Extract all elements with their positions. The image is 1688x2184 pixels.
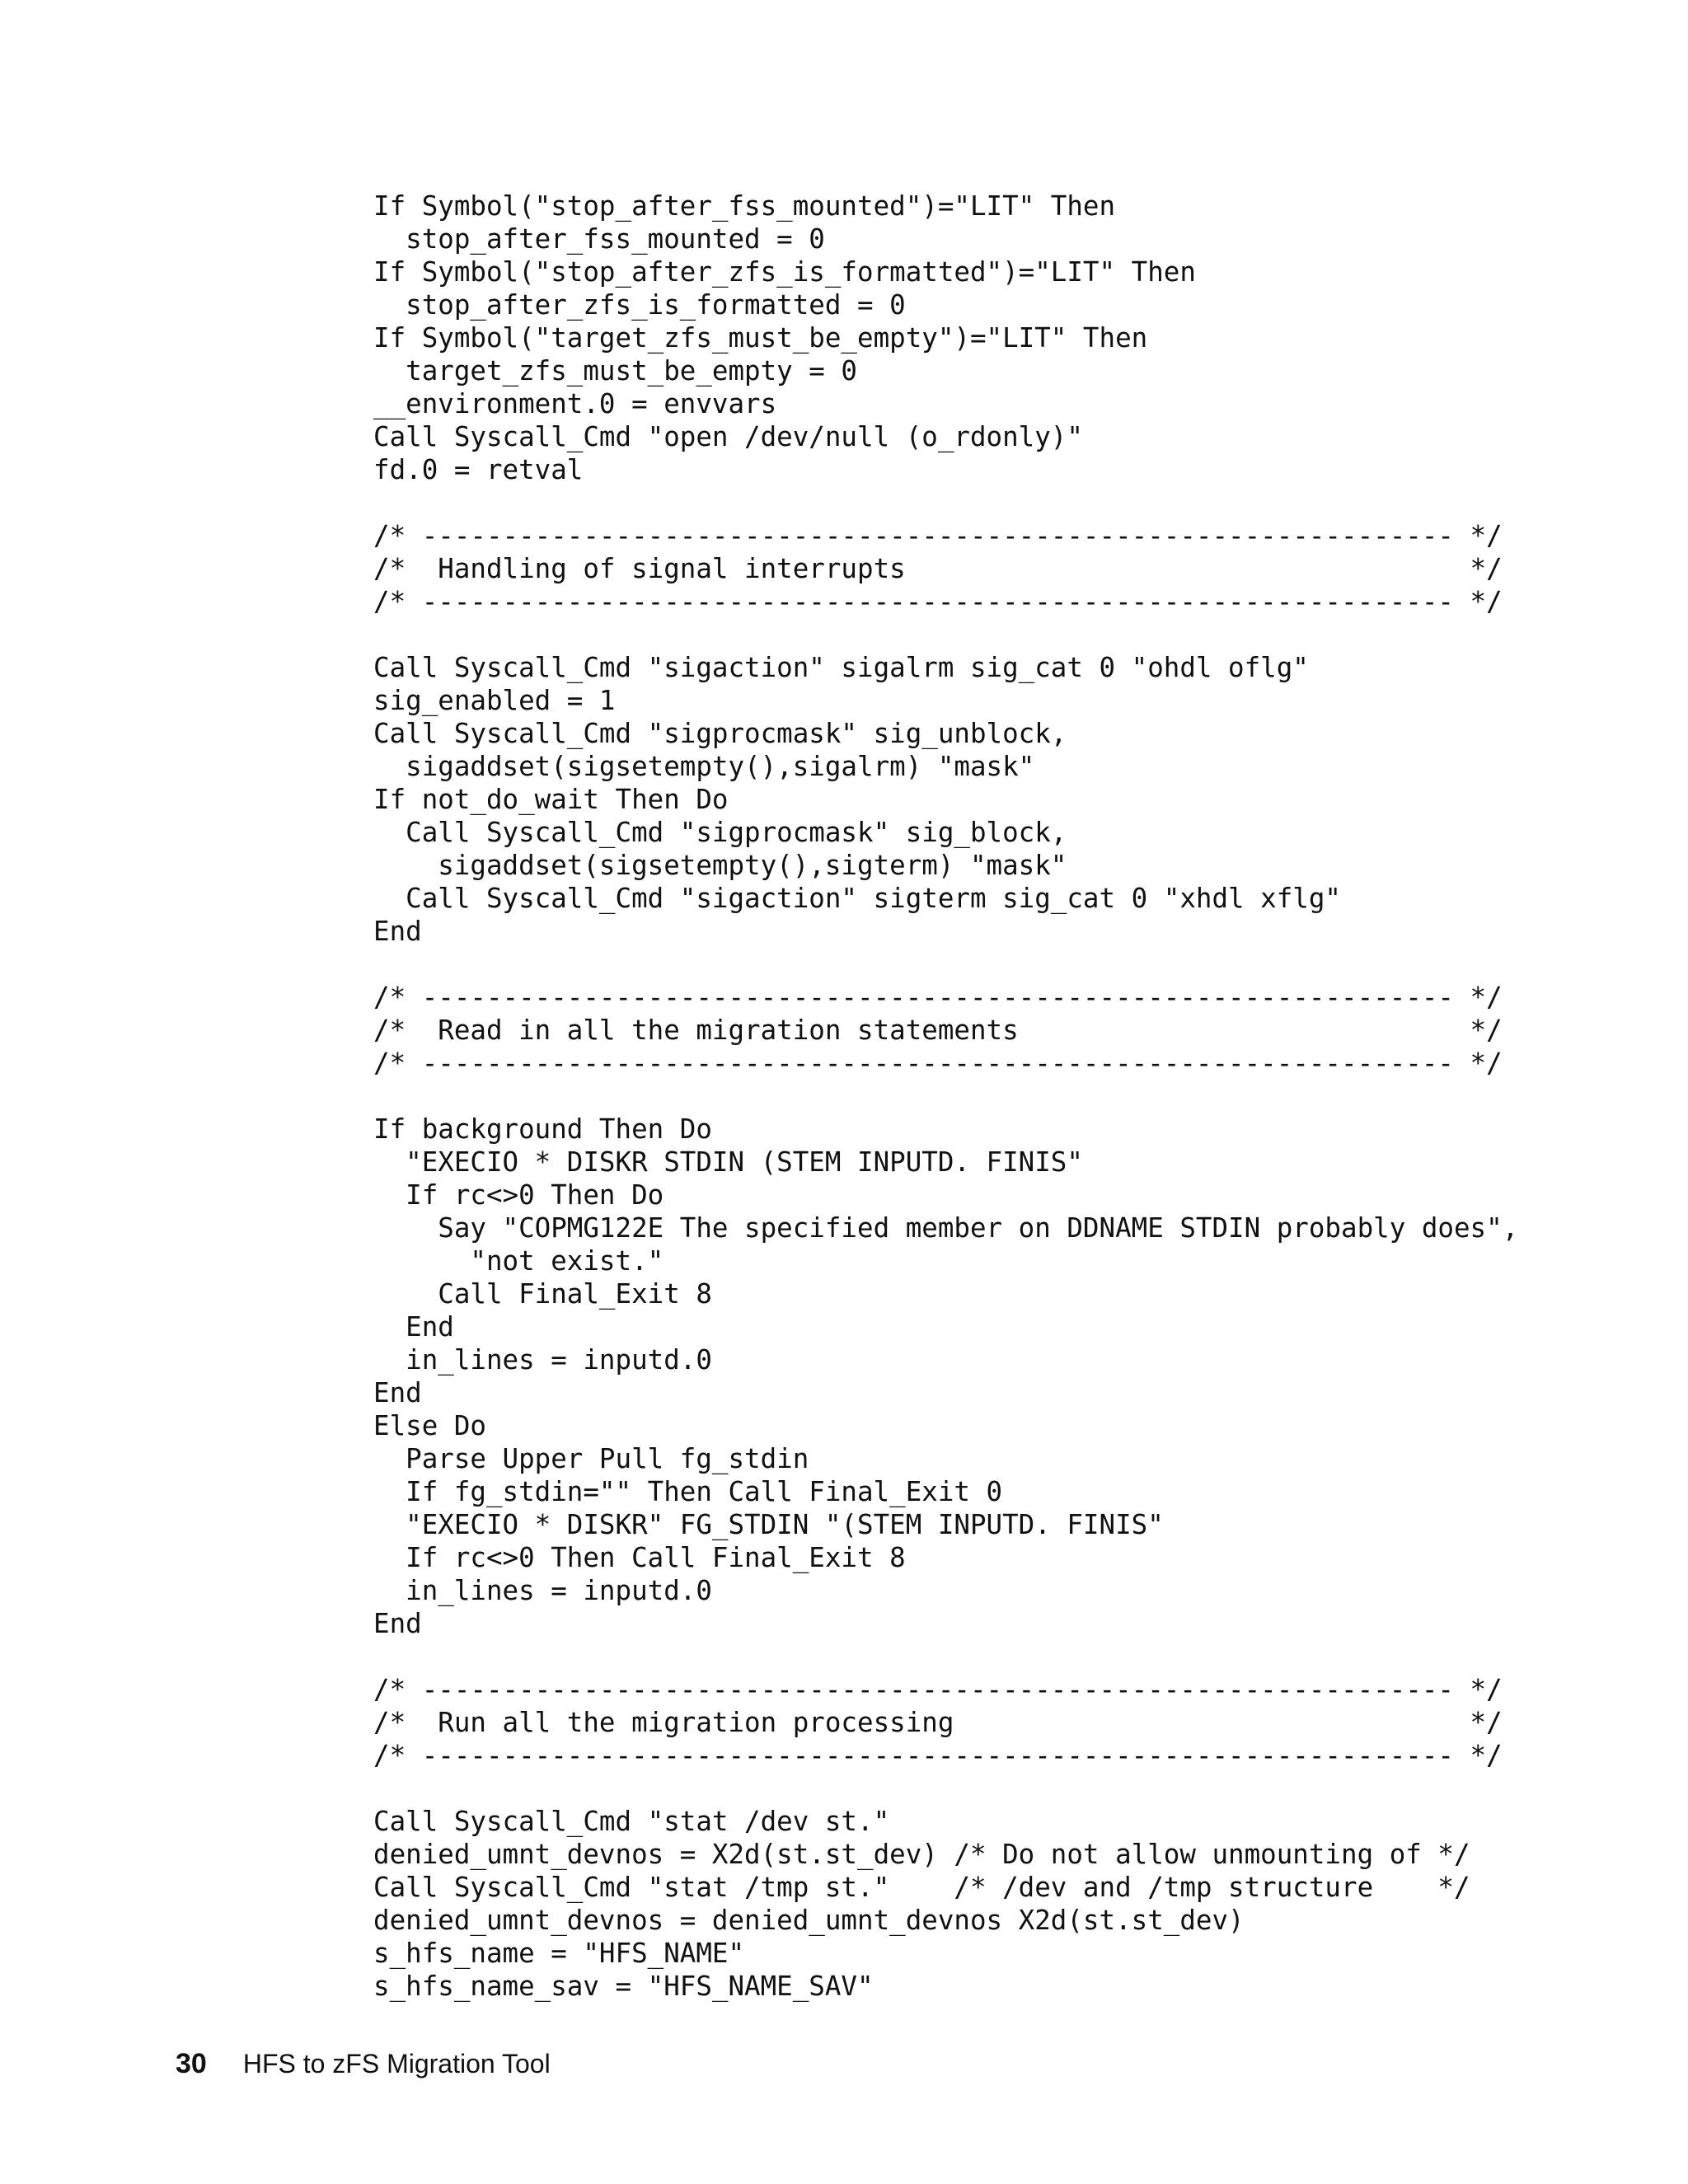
code-line: sigaddset(sigsetempty(),sigalrm) "mask" <box>373 751 1035 782</box>
code-line: s_hfs_name = "HFS_NAME" <box>373 1938 745 1969</box>
code-line: End <box>373 1608 422 1639</box>
code-line: in_lines = inputd.0 <box>373 1344 712 1376</box>
code-line: stop_after_fss_mounted = 0 <box>373 223 825 255</box>
page-footer <box>176 2048 551 2080</box>
code-line: If rc<>0 Then Do <box>373 1179 664 1211</box>
code-listing <box>373 190 1560 2003</box>
page-number: 30 <box>176 2048 207 2079</box>
code-line: Call Syscall_Cmd "sigprocmask" sig_unblock, <box>373 718 1067 749</box>
code-line: in_lines = inputd.0 <box>373 1575 712 1606</box>
code-line: Else Do <box>373 1410 486 1441</box>
code-line: Call Syscall_Cmd "sigaction" sigalrm sig_cat 0 "ohdl oflg" <box>373 652 1309 683</box>
code-line: sig_enabled = 1 <box>373 685 616 716</box>
code-line: stop_after_zfs_is_formatted = 0 <box>373 289 906 321</box>
code-line: /* ---------------------------------------------------------------- */ <box>373 1674 1503 1705</box>
code-line: End <box>373 1377 422 1408</box>
book-title: HFS to zFS Migration Tool <box>242 2049 551 2079</box>
code-line: If Symbol("target_zfs_must_be_empty")="LIT" Then <box>373 322 1148 354</box>
code-line: Call Final_Exit 8 <box>373 1278 712 1310</box>
code-line <box>373 948 1560 981</box>
code-line <box>373 1640 1560 1673</box>
code-line: If rc<>0 Then Call Final_Exit 8 <box>373 1542 906 1573</box>
code-line: If Symbol("stop_after_fss_mounted")="LIT" Then <box>373 190 1116 222</box>
code-line: If background Then Do <box>373 1113 712 1145</box>
code-line: /* ---------------------------------------------------------------- */ <box>373 586 1503 617</box>
code-line: /* ---------------------------------------------------------------- */ <box>373 1740 1503 1771</box>
code-line: /* ---------------------------------------------------------------- */ <box>373 1047 1503 1079</box>
code-line: s_hfs_name_sav = "HFS_NAME_SAV" <box>373 1971 874 2002</box>
code-line: Parse Upper Pull fg_stdin <box>373 1443 809 1474</box>
code-line: fd.0 = retval <box>373 454 584 485</box>
code-line: If not_do_wait Then Do <box>373 784 729 815</box>
code-line: denied_umnt_devnos = denied_umnt_devnos X2d(st.st_dev) <box>373 1905 1245 1936</box>
code-line: If fg_stdin="" Then Call Final_Exit 0 <box>373 1476 1003 1507</box>
code-line: __environment.0 = envvars <box>373 388 777 419</box>
code-line: /* Read in all the migration statements */ <box>373 1015 1503 1046</box>
code-line: sigaddset(sigsetempty(),sigterm) "mask" <box>373 850 1067 881</box>
code-line: End <box>373 1311 454 1343</box>
code-line <box>373 1080 1560 1113</box>
code-line: "EXECIO * DISKR STDIN (STEM INPUTD. FINIS" <box>373 1146 1083 1178</box>
code-line: Call Syscall_Cmd "open /dev/null (o_rdonly)" <box>373 421 1083 452</box>
code-line <box>373 618 1560 651</box>
code-line: If Symbol("stop_after_zfs_is_formatted")="LIT" Then <box>373 256 1196 288</box>
code-line <box>373 486 1560 519</box>
code-line: "not exist." <box>373 1245 664 1277</box>
code-line <box>373 1772 1560 1805</box>
code-line: Say "COPMG122E The specified member on DDNAME STDIN probably does", <box>373 1212 1519 1244</box>
code-line: Call Syscall_Cmd "stat /dev st." <box>373 1806 890 1837</box>
code-line: denied_umnt_devnos = X2d(st.st_dev) /* Do not allow unmounting of */ <box>373 1839 1470 1870</box>
code-line: /* Handling of signal interrupts */ <box>373 553 1503 584</box>
code-line: /* ---------------------------------------------------------------- */ <box>373 520 1503 551</box>
code-line: End <box>373 916 422 947</box>
code-line: "EXECIO * DISKR" FG_STDIN "(STEM INPUTD. FINIS" <box>373 1509 1164 1540</box>
code-line: /* ---------------------------------------------------------------- */ <box>373 982 1503 1013</box>
code-line: /* Run all the migration processing */ <box>373 1707 1503 1738</box>
code-line: Call Syscall_Cmd "stat /tmp st." /* /dev and /tmp structure */ <box>373 1872 1470 1903</box>
code-line: target_zfs_must_be_empty = 0 <box>373 355 857 387</box>
code-line: Call Syscall_Cmd "sigprocmask" sig_block, <box>373 817 1067 848</box>
code-line: Call Syscall_Cmd "sigaction" sigterm sig_cat 0 "xhdl xflg" <box>373 883 1341 914</box>
